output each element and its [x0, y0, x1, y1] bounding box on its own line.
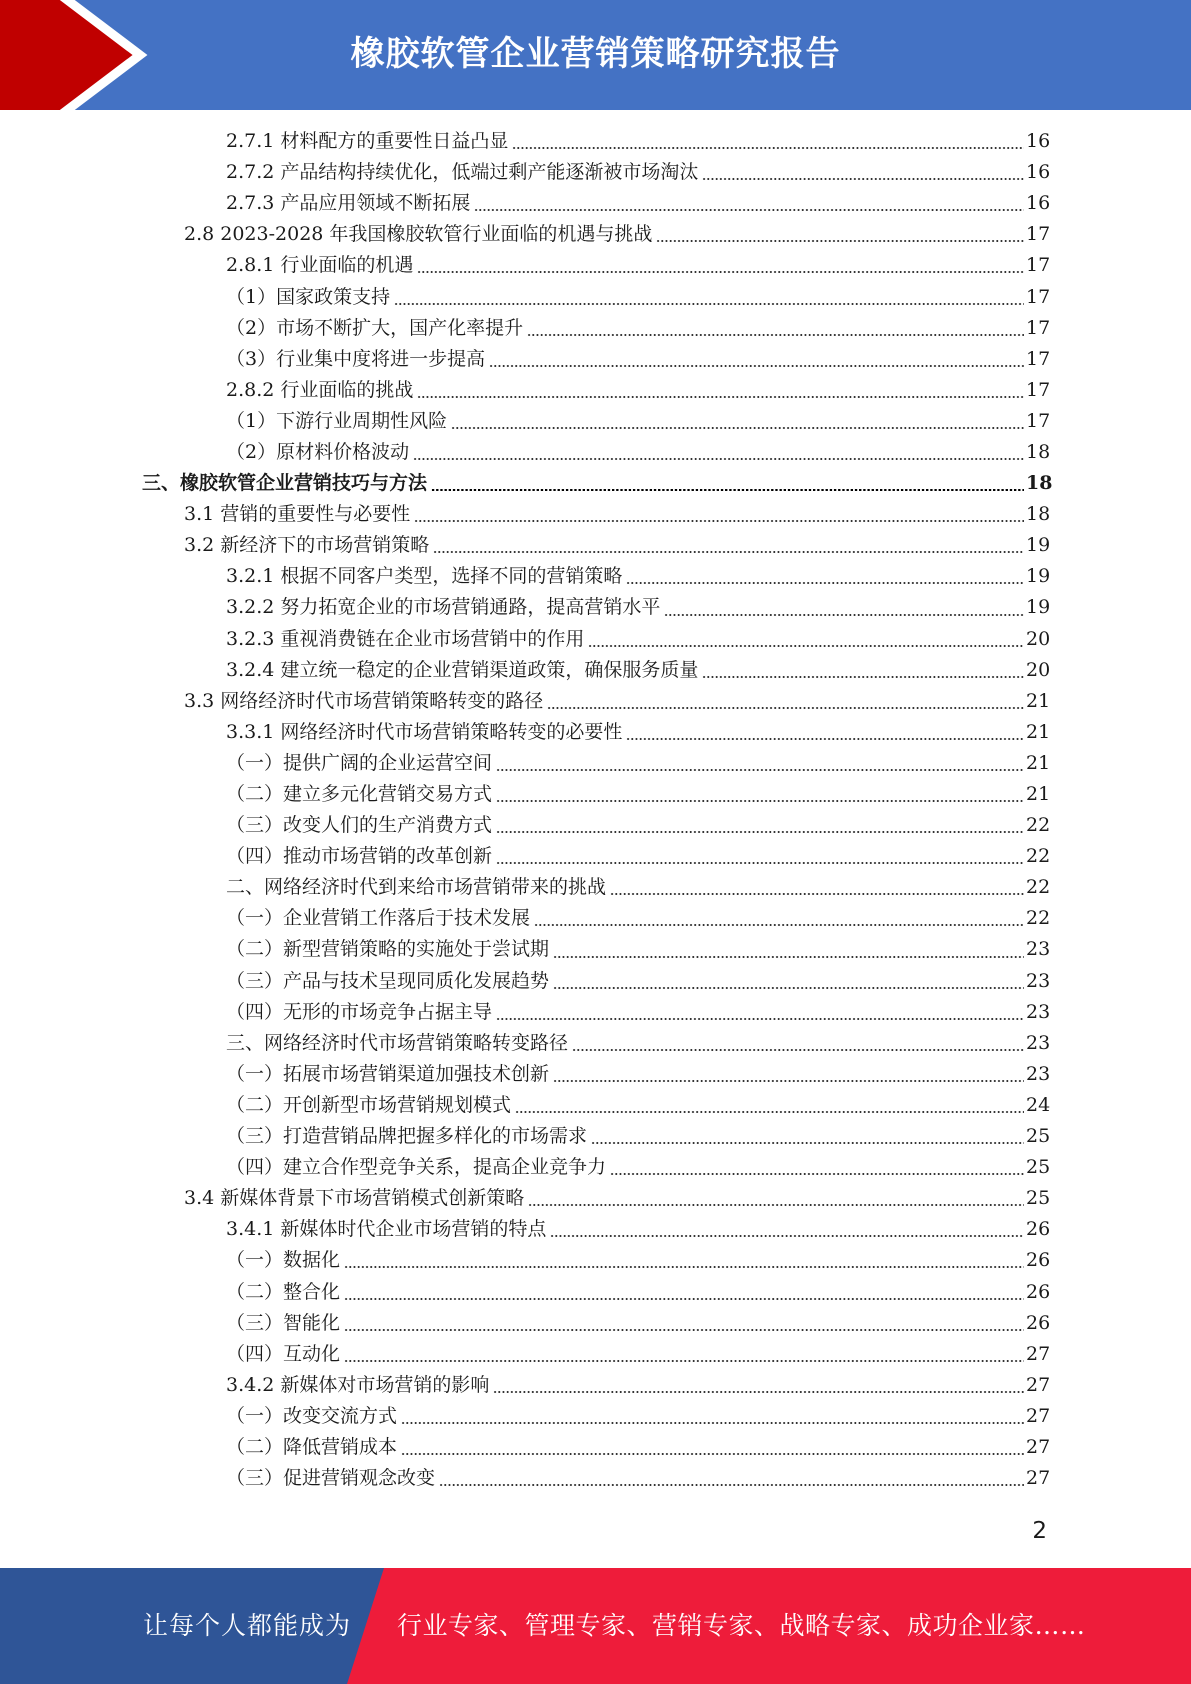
toc-dot-leader	[401, 1453, 1024, 1455]
toc-dot-leader	[547, 707, 1024, 709]
toc-entry-title: 2.7.2 产品结构持续优化，低端过剩产能逐渐被市场淘汰	[226, 161, 699, 184]
toc-dot-leader	[413, 458, 1024, 460]
toc-dot-leader	[515, 1111, 1024, 1113]
toc-entry-page: 17	[1026, 347, 1051, 370]
toc-entry-title: （2）市场不断扩大，国产化率提升	[226, 316, 524, 339]
toc-dot-leader	[496, 800, 1024, 802]
toc-entry-title: （三）促进营销观念改变	[226, 1467, 436, 1490]
toc-entry-title: 3.1 营销的重要性与必要性	[184, 503, 411, 526]
toc-entry-title: 3.4.2 新媒体对市场营销的影响	[226, 1373, 490, 1396]
toc-entry[interactable]	[0, 126, 1191, 157]
toc-entry[interactable]	[0, 748, 1191, 779]
table-of-contents	[0, 126, 1191, 1494]
toc-dot-leader	[528, 1204, 1024, 1206]
toc-entry-title: （二）建立多元化营销交易方式	[226, 783, 493, 806]
toc-dot-leader	[414, 520, 1024, 522]
toc-entry-title: 3.4.1 新媒体时代企业市场营销的特点	[226, 1218, 547, 1241]
toc-entry[interactable]	[0, 717, 1191, 748]
toc-entry-title: 二、网络经济时代到来给市场营销带来的挑战	[226, 876, 607, 899]
toc-entry-page: 18	[1026, 503, 1051, 526]
toc-entry-page: 27	[1026, 1404, 1051, 1427]
toc-entry[interactable]	[0, 810, 1191, 841]
toc-entry-title: （一）拓展市场营销渠道加强技术创新	[226, 1062, 550, 1085]
toc-entry-title: 2.8 2023-2028 年我国橡胶软管行业面临的机遇与挑战	[184, 223, 653, 246]
toc-dot-leader	[626, 738, 1024, 740]
toc-entry[interactable]	[0, 934, 1191, 965]
toc-dot-leader	[527, 334, 1024, 336]
toc-entry-page: 22	[1026, 876, 1051, 899]
toc-entry-title: 2.8.1 行业面临的机遇	[226, 254, 414, 277]
footer-slogan-left: 让每个人都能成为	[143, 1611, 352, 1640]
toc-entry-page: 25	[1026, 1125, 1051, 1148]
toc-entry-page: 25	[1026, 1156, 1051, 1179]
toc-entry-title: （四）无形的市场竞争占据主导	[226, 1000, 493, 1023]
toc-entry[interactable]	[0, 1339, 1191, 1370]
toc-entry-title: （一）数据化	[226, 1249, 341, 1272]
toc-entry-title: （四）推动市场营销的改革创新	[226, 845, 493, 868]
toc-entry[interactable]	[0, 592, 1191, 623]
toc-dot-leader	[417, 396, 1024, 398]
toc-entry-page: 17	[1026, 409, 1051, 432]
page-number: 2	[1032, 1518, 1047, 1544]
toc-entry-page: 17	[1026, 378, 1051, 401]
toc-dot-leader	[496, 862, 1024, 864]
toc-dot-leader	[489, 365, 1024, 367]
toc-entry[interactable]	[0, 406, 1191, 437]
toc-entry[interactable]	[0, 779, 1191, 810]
toc-entry[interactable]	[0, 1401, 1191, 1432]
toc-entry[interactable]	[0, 655, 1191, 686]
toc-entry-page: 23	[1026, 938, 1051, 961]
toc-entry-page: 17	[1026, 223, 1051, 246]
toc-entry-page: 26	[1026, 1311, 1051, 1334]
toc-entry-page: 16	[1026, 161, 1051, 184]
toc-entry-title: （二）开创新型市场营销规划模式	[226, 1093, 512, 1116]
toc-entry[interactable]	[0, 997, 1191, 1028]
toc-entry[interactable]	[0, 219, 1191, 250]
toc-entry[interactable]	[0, 157, 1191, 188]
toc-entry-page: 24	[1026, 1093, 1051, 1116]
toc-entry[interactable]	[0, 841, 1191, 872]
toc-entry-page: 27	[1026, 1373, 1051, 1396]
toc-entry-page: 16	[1026, 130, 1051, 153]
toc-entry-title: （三）产品与技术呈现同质化发展趋势	[226, 969, 550, 992]
report-title: 橡胶软管企业营销策略研究报告	[350, 34, 841, 74]
toc-entry-title: （一）改变交流方式	[226, 1404, 398, 1427]
toc-entry-page: 26	[1026, 1249, 1051, 1272]
toc-entry[interactable]	[0, 468, 1191, 499]
toc-entry[interactable]	[0, 903, 1191, 934]
toc-dot-leader	[344, 1329, 1024, 1331]
toc-entry-title: （3）行业集中度将进一步提高	[226, 347, 486, 370]
toc-entry-page: 16	[1026, 192, 1051, 215]
toc-dot-leader	[344, 1360, 1024, 1362]
toc-entry-title: （二）降低营销成本	[226, 1435, 398, 1458]
toc-entry[interactable]	[0, 1276, 1191, 1307]
toc-entry-title: （四）建立合作型竞争关系，提高企业竞争力	[226, 1156, 607, 1179]
toc-entry[interactable]	[0, 1152, 1191, 1183]
toc-entry-page: 20	[1026, 627, 1051, 650]
toc-dot-leader	[664, 614, 1024, 616]
toc-entry[interactable]	[0, 1308, 1191, 1339]
toc-entry[interactable]	[0, 872, 1191, 903]
toc-entry[interactable]	[0, 344, 1191, 375]
toc-entry[interactable]	[0, 686, 1191, 717]
toc-entry-title: 3.2.2 努力拓宽企业的市场营销通路，提高营销水平	[226, 596, 661, 619]
toc-dot-leader	[512, 147, 1024, 149]
toc-entry[interactable]	[0, 1370, 1191, 1401]
toc-entry[interactable]	[0, 1183, 1191, 1214]
toc-entry[interactable]	[0, 561, 1191, 592]
toc-entry-page: 26	[1026, 1218, 1051, 1241]
toc-entry-page: 23	[1026, 1062, 1051, 1085]
toc-entry-title: （三）智能化	[226, 1311, 341, 1334]
toc-entry-page: 17	[1026, 254, 1051, 277]
toc-entry-page: 18	[1026, 472, 1053, 495]
toc-entry[interactable]	[0, 437, 1191, 468]
toc-dot-leader	[394, 303, 1024, 305]
toc-entry[interactable]	[0, 1463, 1191, 1494]
toc-entry-title: （1）下游行业周期性风险	[226, 409, 448, 432]
toc-entry-page: 23	[1026, 1000, 1051, 1023]
toc-entry-page: 20	[1026, 658, 1051, 681]
toc-dot-leader	[493, 1391, 1024, 1393]
toc-entry-page: 21	[1026, 689, 1051, 712]
toc-entry-title: 2.7.3 产品应用领域不断拓展	[226, 192, 471, 215]
toc-entry-title: （二）新型营销策略的实施处于尝试期	[226, 938, 550, 961]
toc-entry[interactable]	[0, 1121, 1191, 1152]
toc-dot-leader	[656, 240, 1024, 242]
toc-dot-leader	[553, 987, 1024, 989]
toc-entry-title: 3.2.1 根据不同客户类型，选择不同的营销策略	[226, 565, 623, 588]
toc-entry[interactable]	[0, 966, 1191, 997]
toc-entry[interactable]	[0, 1059, 1191, 1090]
toc-entry-page: 22	[1026, 907, 1051, 930]
toc-dot-leader	[344, 1266, 1024, 1268]
toc-entry[interactable]	[0, 1090, 1191, 1121]
toc-dot-leader	[572, 1049, 1024, 1051]
footer-slogan-right: 行业专家、管理专家、营销专家、战略专家、成功企业家……	[397, 1611, 1086, 1640]
toc-entry-title: 3.4 新媒体背景下市场营销模式创新策略	[184, 1187, 525, 1210]
toc-entry-page: 23	[1026, 1031, 1051, 1054]
toc-entry-page: 21	[1026, 783, 1051, 806]
toc-entry[interactable]	[0, 1432, 1191, 1463]
toc-entry-page: 22	[1026, 845, 1051, 868]
toc-entry-page: 21	[1026, 751, 1051, 774]
toc-entry-page: 25	[1026, 1187, 1051, 1210]
toc-dot-leader	[553, 1080, 1024, 1082]
toc-entry-page: 27	[1026, 1467, 1051, 1490]
toc-entry-page: 27	[1026, 1342, 1051, 1365]
toc-entry[interactable]	[0, 250, 1191, 281]
toc-entry[interactable]	[0, 499, 1191, 530]
page-footer	[0, 1568, 1191, 1684]
toc-dot-leader	[433, 551, 1024, 553]
toc-dot-leader	[610, 893, 1024, 895]
toc-entry[interactable]	[0, 1245, 1191, 1276]
toc-entry-title: 三、橡胶软管企业营销技巧与方法	[142, 472, 428, 495]
toc-dot-leader	[626, 582, 1024, 584]
toc-dot-leader	[702, 676, 1024, 678]
toc-dot-leader	[431, 489, 1024, 491]
toc-entry-page: 17	[1026, 285, 1051, 308]
toc-dot-leader	[550, 1235, 1024, 1237]
toc-dot-leader	[553, 956, 1024, 958]
toc-entry[interactable]	[0, 281, 1191, 312]
toc-entry[interactable]	[0, 1214, 1191, 1245]
toc-dot-leader	[591, 1142, 1024, 1144]
toc-entry-title: （二）整合化	[226, 1280, 341, 1303]
toc-entry[interactable]	[0, 188, 1191, 219]
toc-entry-title: （四）互动化	[226, 1342, 341, 1365]
toc-dot-leader	[534, 924, 1024, 926]
toc-entry-title: （三）打造营销品牌把握多样化的市场需求	[226, 1125, 588, 1148]
toc-entry-title: 3.2 新经济下的市场营销策略	[184, 534, 430, 557]
toc-entry-page: 27	[1026, 1435, 1051, 1458]
toc-dot-leader	[588, 645, 1024, 647]
toc-entry[interactable]	[0, 375, 1191, 406]
toc-dot-leader	[496, 831, 1024, 833]
toc-dot-leader	[401, 1422, 1024, 1424]
toc-dot-leader	[451, 427, 1024, 429]
toc-entry[interactable]	[0, 313, 1191, 344]
toc-entry-title: （三）改变人们的生产消费方式	[226, 814, 493, 837]
toc-entry-title: （2）原材料价格波动	[226, 440, 410, 463]
toc-entry-title: （1）国家政策支持	[226, 285, 391, 308]
toc-entry-page: 19	[1026, 565, 1051, 588]
toc-entry[interactable]	[0, 530, 1191, 561]
toc-entry-title: 2.8.2 行业面临的挑战	[226, 378, 414, 401]
toc-entry-title: 3.2.4 建立统一稳定的企业营销渠道政策，确保服务质量	[226, 658, 699, 681]
toc-entry-page: 23	[1026, 969, 1051, 992]
toc-dot-leader	[702, 178, 1024, 180]
toc-dot-leader	[344, 1298, 1024, 1300]
toc-entry-title: 3.3 网络经济时代市场营销策略转变的路径	[184, 689, 544, 712]
toc-dot-leader	[496, 769, 1024, 771]
toc-dot-leader	[417, 271, 1024, 273]
toc-dot-leader	[496, 1018, 1024, 1020]
toc-dot-leader	[474, 209, 1024, 211]
toc-entry-title: （一）企业营销工作落后于技术发展	[226, 907, 531, 930]
toc-entry-title: 3.3.1 网络经济时代市场营销策略转变的必要性	[226, 720, 623, 743]
toc-entry[interactable]	[0, 1028, 1191, 1059]
toc-entry-page: 21	[1026, 720, 1051, 743]
toc-entry-page: 26	[1026, 1280, 1051, 1303]
toc-dot-leader	[610, 1173, 1024, 1175]
toc-entry-page: 19	[1026, 534, 1051, 557]
toc-entry-page: 17	[1026, 316, 1051, 339]
toc-entry[interactable]	[0, 624, 1191, 655]
toc-entry-title: 3.2.3 重视消费链在企业市场营销中的作用	[226, 627, 585, 650]
toc-entry-title: 2.7.1 材料配方的重要性日益凸显	[226, 130, 509, 153]
toc-entry-page: 19	[1026, 596, 1051, 619]
toc-entry-title: （一）提供广阔的企业运营空间	[226, 751, 493, 774]
toc-entry-page: 18	[1026, 440, 1051, 463]
toc-entry-title: 三、网络经济时代市场营销策略转变路径	[226, 1031, 569, 1054]
toc-entry-page: 22	[1026, 814, 1051, 837]
page-header	[0, 0, 1191, 110]
toc-dot-leader	[439, 1484, 1024, 1486]
